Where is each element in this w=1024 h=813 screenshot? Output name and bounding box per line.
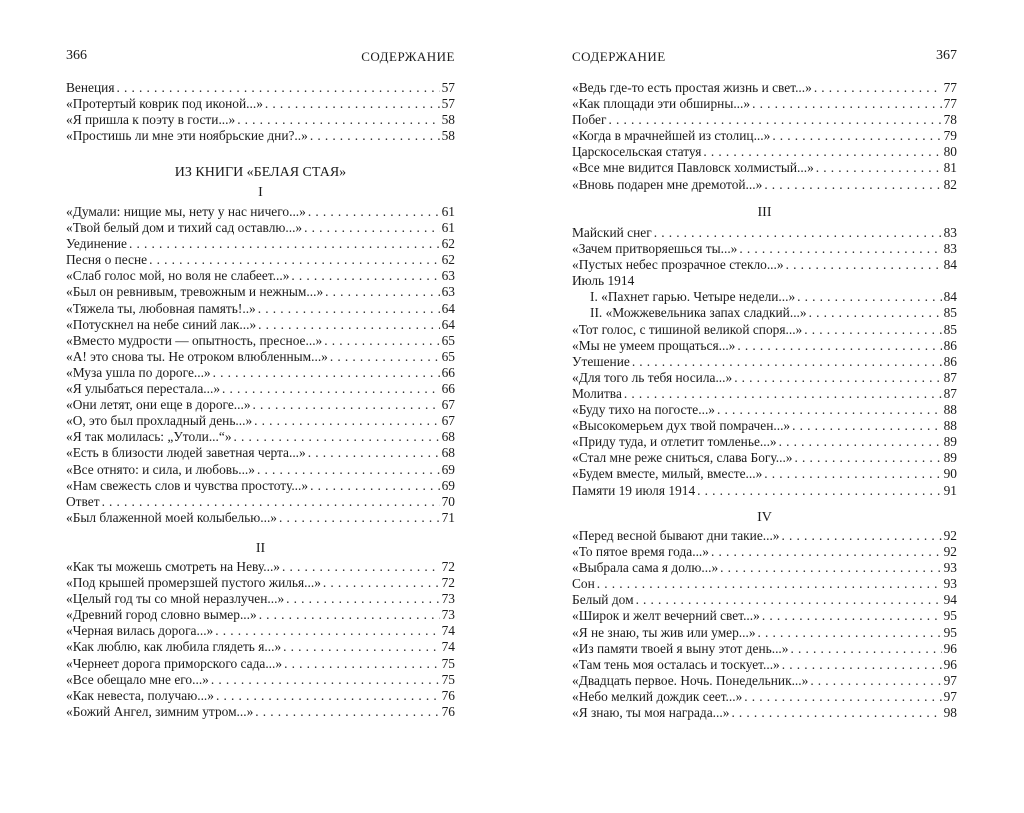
entry-title: «Нам свежесть слов и чувства простоту...» (66, 477, 309, 493)
dot-leader (703, 144, 941, 160)
dot-leader (772, 128, 941, 144)
toc-entry (66, 284, 455, 300)
entry-page-number: 84 (943, 289, 957, 305)
entry-title: «Был он ревнивым, тревожным и нежным...» (66, 284, 324, 300)
toc-list (572, 225, 957, 499)
section-numeral: IV (757, 510, 772, 525)
toc-entry (572, 354, 957, 370)
dot-leader (330, 349, 440, 365)
toc-entry (572, 80, 957, 96)
dot-leader (737, 338, 941, 354)
entry-title: Венеция (66, 80, 115, 95)
dot-leader (282, 559, 440, 575)
dot-leader (279, 510, 440, 526)
entry-title: Царскосельская статуя (572, 144, 702, 160)
dot-leader (809, 305, 942, 321)
dot-leader (213, 365, 440, 381)
entry-title: «Все мне видится Павловск холмистый...» (572, 160, 814, 176)
entry-title: Побег (572, 112, 607, 128)
entry-page-number: 62 (441, 236, 455, 252)
entry-page-number: 89 (943, 450, 957, 466)
dot-leader (764, 177, 941, 193)
toc-entry (572, 370, 957, 386)
entry-title: «Вместо мудрости — опытность, пресное...» (66, 332, 323, 348)
right-page-header (572, 48, 957, 68)
dot-leader (308, 204, 440, 220)
entry-page-number: 80 (943, 144, 957, 160)
dot-leader (816, 160, 942, 176)
toc-entry (572, 241, 957, 257)
entry-title: «Я не знаю, ты жив или умер...» (572, 624, 756, 640)
toc-entry (572, 576, 957, 592)
entry-page-number: 77 (943, 80, 957, 95)
page-number: 366 (66, 48, 87, 63)
toc-entry (66, 510, 455, 526)
toc-entry (66, 656, 455, 672)
entry-page-number: 88 (943, 402, 957, 418)
toc-entry (572, 322, 957, 338)
toc-entry (572, 544, 957, 560)
entry-page-number: 70 (441, 493, 455, 509)
toc-entry (66, 429, 455, 445)
entry-page-number: 64 (441, 300, 455, 316)
entry-page-number: 79 (943, 128, 957, 144)
dot-leader (720, 560, 941, 576)
entry-page-number: 95 (943, 608, 957, 624)
dot-leader (304, 220, 439, 236)
entry-title: «Чернеет дорога приморского сада...» (66, 655, 283, 671)
toc-entry (66, 591, 455, 607)
entry-page-number: 61 (441, 204, 455, 219)
toc-entry (66, 128, 455, 144)
entry-title: «Приду туда, и отлетит томленье...» (572, 434, 777, 450)
dot-leader (129, 236, 440, 252)
toc-entry (572, 418, 957, 434)
toc-entry (572, 289, 957, 305)
toc-entry (572, 560, 957, 576)
entry-title: «Как ты можешь смотреть на Неву...» (66, 559, 280, 574)
dot-leader (258, 301, 440, 317)
entry-title: «Зачем притворяешься ты...» (572, 241, 738, 257)
dot-leader (814, 80, 942, 96)
entry-title: «Я знаю, ты моя награда...» (572, 705, 730, 721)
left-page-header (66, 48, 455, 68)
dot-leader (116, 80, 439, 96)
entry-title: «Слаб голос мой, но воля не слабеет...» (66, 268, 290, 284)
dot-leader (717, 402, 942, 418)
entry-title: «Целый год ты со мной неразлучен...» (66, 591, 285, 607)
entry-title: Уединение (66, 236, 128, 252)
toc-entry (66, 559, 455, 575)
entry-title: Майский снег (572, 225, 652, 240)
dot-leader (739, 241, 941, 257)
dot-leader (697, 483, 941, 499)
entry-page-number: 61 (441, 220, 455, 236)
toc-entry (66, 639, 455, 655)
toc-entry (66, 704, 455, 720)
entry-page-number: 76 (441, 687, 455, 703)
entry-title: «Я улыбаться перестала...» (66, 381, 221, 397)
entry-title: «Я так молилась: „Утоли...“» (66, 429, 232, 445)
toc-entry (572, 608, 957, 624)
right-page (572, 0, 957, 813)
running-head: СОДЕРЖАНИЕ (361, 49, 455, 64)
entry-page-number: 98 (943, 705, 957, 721)
dot-leader (624, 386, 942, 402)
entry-title: «Широк и желт вечерний свет...» (572, 608, 760, 624)
entry-page-number: 68 (441, 429, 455, 445)
entry-title: «А! это снова ты. Не отроком влюбленным...» (66, 348, 328, 364)
toc-entry (66, 236, 455, 252)
section-numeral: II (255, 541, 266, 556)
dot-leader (324, 333, 439, 349)
dot-leader (608, 112, 941, 128)
entry-page-number: 90 (943, 466, 957, 482)
dot-leader (283, 639, 439, 655)
dot-leader (711, 544, 942, 560)
dot-leader (810, 673, 941, 689)
toc-entry (66, 96, 455, 112)
dot-leader (758, 625, 942, 641)
dot-leader (797, 289, 941, 305)
toc-entry (66, 413, 455, 429)
toc-entry (572, 225, 957, 241)
dot-leader (786, 257, 942, 273)
entry-title: «Стал мне реже сниться, слава Богу...» (572, 450, 793, 466)
dot-leader (254, 413, 439, 429)
dot-leader (752, 96, 942, 112)
toc-entry (572, 338, 957, 354)
dot-leader (782, 528, 942, 544)
dot-leader (779, 434, 942, 450)
entry-title: «Есть в близости людей заветная черта...» (66, 445, 306, 461)
entry-title: Июль 1914 (572, 273, 635, 289)
entry-title: «Ведь где-то есть простая жизнь и свет...» (572, 80, 812, 95)
toc-entry (66, 575, 455, 591)
entry-page-number: 57 (441, 80, 455, 95)
dot-leader (323, 575, 440, 591)
dot-leader (211, 672, 440, 688)
section-numeral: I (258, 185, 263, 200)
toc-entry (66, 381, 455, 397)
entry-page-number: 92 (943, 528, 957, 543)
entry-title: «Высокомерьем дух твой помрачен...» (572, 418, 791, 434)
entry-page-number: 62 (441, 252, 455, 268)
entry-page-number: 58 (441, 112, 455, 128)
entry-page-number: 88 (943, 418, 957, 434)
section-numeral: III (757, 205, 772, 220)
entry-page-number: 93 (943, 576, 957, 592)
entry-title: «Протертый коврик под иконой...» (66, 96, 263, 112)
dot-leader (762, 608, 942, 624)
entry-page-number: 85 (943, 321, 957, 337)
toc-entry (572, 144, 957, 160)
entry-title: «Все обещало мне его...» (66, 671, 209, 687)
entry-page-number: 82 (943, 176, 957, 192)
entry-page-number: 95 (943, 624, 957, 640)
entry-title: «Тот голос, с тишиной великой споря...» (572, 321, 803, 337)
entry-page-number: 94 (943, 592, 957, 608)
toc-entry (66, 623, 455, 639)
entry-title: «Мы не умеем прощаться...» (572, 337, 736, 353)
toc-list (66, 204, 455, 526)
toc-entry (572, 625, 957, 641)
entry-title: «Потускнел на небе синий лак...» (66, 316, 257, 332)
entry-page-number: 86 (943, 353, 957, 369)
dot-leader (255, 704, 439, 720)
toc-entry (572, 96, 957, 112)
dot-leader (792, 418, 941, 434)
entry-title: «Вновь подарен мне дремотой...» (572, 176, 763, 192)
entry-page-number: 72 (441, 575, 455, 591)
toc-entry (66, 397, 455, 413)
entry-title: «О, это был прохладный день...» (66, 413, 253, 429)
entry-page-number: 65 (441, 332, 455, 348)
entry-page-number: 91 (943, 482, 957, 498)
entry-title: I. «Пахнет гарью. Четыре недели...» (590, 289, 796, 305)
entry-page-number: 74 (441, 639, 455, 655)
toc-entry (66, 445, 455, 461)
entry-title: Сон (572, 576, 595, 592)
entry-page-number: 68 (441, 445, 455, 461)
entry-title: «Думали: нищие мы, нету у нас ничего...» (66, 204, 306, 219)
toc-entry (572, 112, 957, 128)
toc-entry (66, 301, 455, 317)
toc-entry (572, 483, 957, 499)
left-page (66, 0, 455, 813)
entry-page-number: 84 (943, 257, 957, 273)
entry-page-number: 75 (441, 671, 455, 687)
toc-entry (572, 657, 957, 673)
dot-leader (795, 450, 942, 466)
dot-leader (257, 462, 440, 478)
toc-entry (66, 252, 455, 268)
entry-page-number: 97 (943, 688, 957, 704)
entry-title: «Перед весной бывают дни такие...» (572, 528, 780, 543)
entry-page-number: 63 (441, 284, 455, 300)
entry-page-number: 77 (943, 96, 957, 112)
entry-title: «Был блаженной моей колыбелью...» (66, 509, 277, 525)
entry-title: Молитва (572, 385, 622, 401)
dot-leader (102, 494, 440, 510)
toc-entry (66, 317, 455, 333)
toc-entry (572, 257, 957, 273)
entry-title: Ответ (66, 493, 100, 509)
toc-entry (572, 673, 957, 689)
entry-page-number: 73 (441, 591, 455, 607)
dot-leader (731, 705, 941, 721)
dot-leader (259, 607, 440, 623)
toc-entry (66, 333, 455, 349)
entry-title: «Под крышей промерзшей пустого жилья...» (66, 575, 321, 591)
toc-entry (572, 160, 957, 176)
entry-title: «Я пришла к поэту в гости...» (66, 112, 236, 128)
entry-title: «Божий Ангел, зимним утром...» (66, 703, 254, 719)
entry-page-number: 75 (441, 655, 455, 671)
entry-page-number: 58 (441, 128, 455, 144)
entry-title: «Из памяти твоей я выну этот день...» (572, 640, 789, 656)
entry-title: Утешение (572, 353, 630, 369)
dot-leader (782, 657, 942, 673)
dot-leader (215, 623, 439, 639)
entry-page-number: 74 (441, 623, 455, 639)
dot-leader (325, 284, 439, 300)
entry-title: II. «Можжевельника запах сладкий...» (590, 305, 807, 321)
entry-page-number: 96 (943, 656, 957, 672)
toc-entry (66, 494, 455, 510)
entry-page-number: 78 (943, 112, 957, 128)
entry-page-number: 87 (943, 385, 957, 401)
dot-leader (654, 225, 942, 241)
entry-title: «Простишь ли мне эти ноябрьские дни?..» (66, 128, 308, 144)
entry-title: Памяти 19 июля 1914 (572, 482, 696, 498)
dot-leader (237, 112, 439, 128)
entry-title: «Двадцать первое. Ночь. Понедельник...» (572, 672, 809, 688)
entry-page-number: 71 (441, 509, 455, 525)
entry-title: «Когда в мрачнейшей из столиц...» (572, 128, 771, 144)
entry-page-number: 87 (943, 369, 957, 385)
entry-title: «Твой белый дом и тихий сад оставлю...» (66, 220, 303, 236)
entry-page-number: 57 (441, 96, 455, 112)
entry-title: «Тяжела ты, любовная память!..» (66, 300, 256, 316)
entry-title: «Как люблю, как любила глядеть я...» (66, 639, 282, 655)
entry-page-number: 76 (441, 703, 455, 719)
entry-page-number: 69 (441, 461, 455, 477)
entry-page-number: 64 (441, 316, 455, 332)
entry-title: «Как невеста, получаю...» (66, 687, 214, 703)
entry-title: «Пустых небес прозрачное стекло...» (572, 257, 784, 273)
entry-page-number: 96 (943, 640, 957, 656)
entry-page-number: 81 (943, 160, 957, 176)
entry-title: «Черная вилась дорога...» (66, 623, 214, 639)
toc-entry (572, 128, 957, 144)
toc-entry (66, 204, 455, 220)
entry-page-number: 86 (943, 337, 957, 353)
dot-leader (310, 128, 440, 144)
entry-page-number: 83 (943, 225, 957, 240)
dot-leader (284, 656, 440, 672)
toc-entry (572, 305, 957, 321)
dot-leader (149, 252, 440, 268)
dot-leader (222, 381, 440, 397)
dot-leader (265, 96, 440, 112)
toc-entry (66, 268, 455, 284)
dot-leader (636, 592, 942, 608)
entry-page-number: 66 (441, 364, 455, 380)
dot-leader (790, 641, 941, 657)
toc-list (66, 559, 455, 720)
entry-page-number: 83 (943, 241, 957, 257)
toc-entry (66, 220, 455, 236)
toc-entry (66, 607, 455, 623)
toc-entry (572, 466, 957, 482)
toc-entry (66, 349, 455, 365)
entry-page-number: 97 (943, 672, 957, 688)
dot-leader (310, 478, 440, 494)
toc-entry (66, 112, 455, 128)
entry-page-number: 69 (441, 477, 455, 493)
entry-page-number: 73 (441, 607, 455, 623)
entry-page-number: 92 (943, 544, 957, 560)
dot-leader (253, 397, 440, 413)
book-heading: ИЗ КНИГИ «БЕЛАЯ СТАЯ» (174, 165, 347, 180)
running-head: СОДЕРЖАНИЕ (572, 49, 666, 64)
entry-page-number: 66 (441, 381, 455, 397)
entry-title: «Муза ушла по дороге...» (66, 364, 211, 380)
toc-entry (572, 592, 957, 608)
toc-entry (572, 528, 957, 544)
toc-entry (66, 80, 455, 96)
toc-entry (66, 688, 455, 704)
toc-entry (572, 689, 957, 705)
dot-leader (734, 370, 941, 386)
toc-entry (572, 450, 957, 466)
dot-leader (804, 322, 941, 338)
toc-entry (66, 462, 455, 478)
entry-title: «Там тень моя осталась и тоскует...» (572, 656, 780, 672)
entry-title: «Древний город словно вымер...» (66, 607, 257, 623)
entry-title: «Буду тихо на погосте...» (572, 402, 715, 418)
toc-entry (572, 177, 957, 193)
page-number: 367 (936, 48, 957, 63)
dot-leader (286, 591, 439, 607)
dot-leader (216, 688, 440, 704)
dot-leader (764, 466, 941, 482)
entry-page-number: 65 (441, 348, 455, 364)
dot-leader (744, 689, 941, 705)
toc-entry (572, 705, 957, 721)
entry-title: «Будем вместе, милый, вместе...» (572, 466, 763, 482)
entry-page-number: 85 (943, 305, 957, 321)
entry-title: «Они летят, они еще в дороге...» (66, 397, 251, 413)
toc-entry (572, 402, 957, 418)
entry-page-number: 63 (441, 268, 455, 284)
entry-title: «Небо мелкий дождик сеет...» (572, 688, 743, 704)
toc-entry (572, 641, 957, 657)
entry-title: «Все отнято: и сила, и любовь...» (66, 461, 255, 477)
entry-title: «Для того ль тебя носила...» (572, 369, 733, 385)
dot-leader (234, 429, 440, 445)
entry-page-number: 93 (943, 560, 957, 576)
entry-title: Белый дом (572, 592, 634, 608)
toc-entry (572, 386, 957, 402)
dot-leader (291, 268, 439, 284)
entry-title: «То пятое время года...» (572, 544, 709, 560)
entry-page-number: 89 (943, 434, 957, 450)
toc-entry (66, 365, 455, 381)
toc-entry (572, 434, 957, 450)
entry-page-number: 67 (441, 397, 455, 413)
entry-page-number: 72 (441, 559, 455, 574)
entry-title: «Как площади эти обширны...» (572, 96, 751, 112)
toc-entry (572, 273, 957, 289)
dot-leader (632, 354, 942, 370)
entry-title: «Выбрала сама я долю...» (572, 560, 719, 576)
dot-leader (258, 317, 439, 333)
toc-list (66, 80, 455, 144)
toc-list (572, 80, 957, 193)
dot-leader (308, 445, 440, 461)
dot-leader (597, 576, 942, 592)
toc-entry (66, 672, 455, 688)
entry-title: Песня о песне (66, 252, 148, 268)
toc-list (572, 528, 957, 721)
entry-page-number: 67 (441, 413, 455, 429)
toc-entry (66, 478, 455, 494)
